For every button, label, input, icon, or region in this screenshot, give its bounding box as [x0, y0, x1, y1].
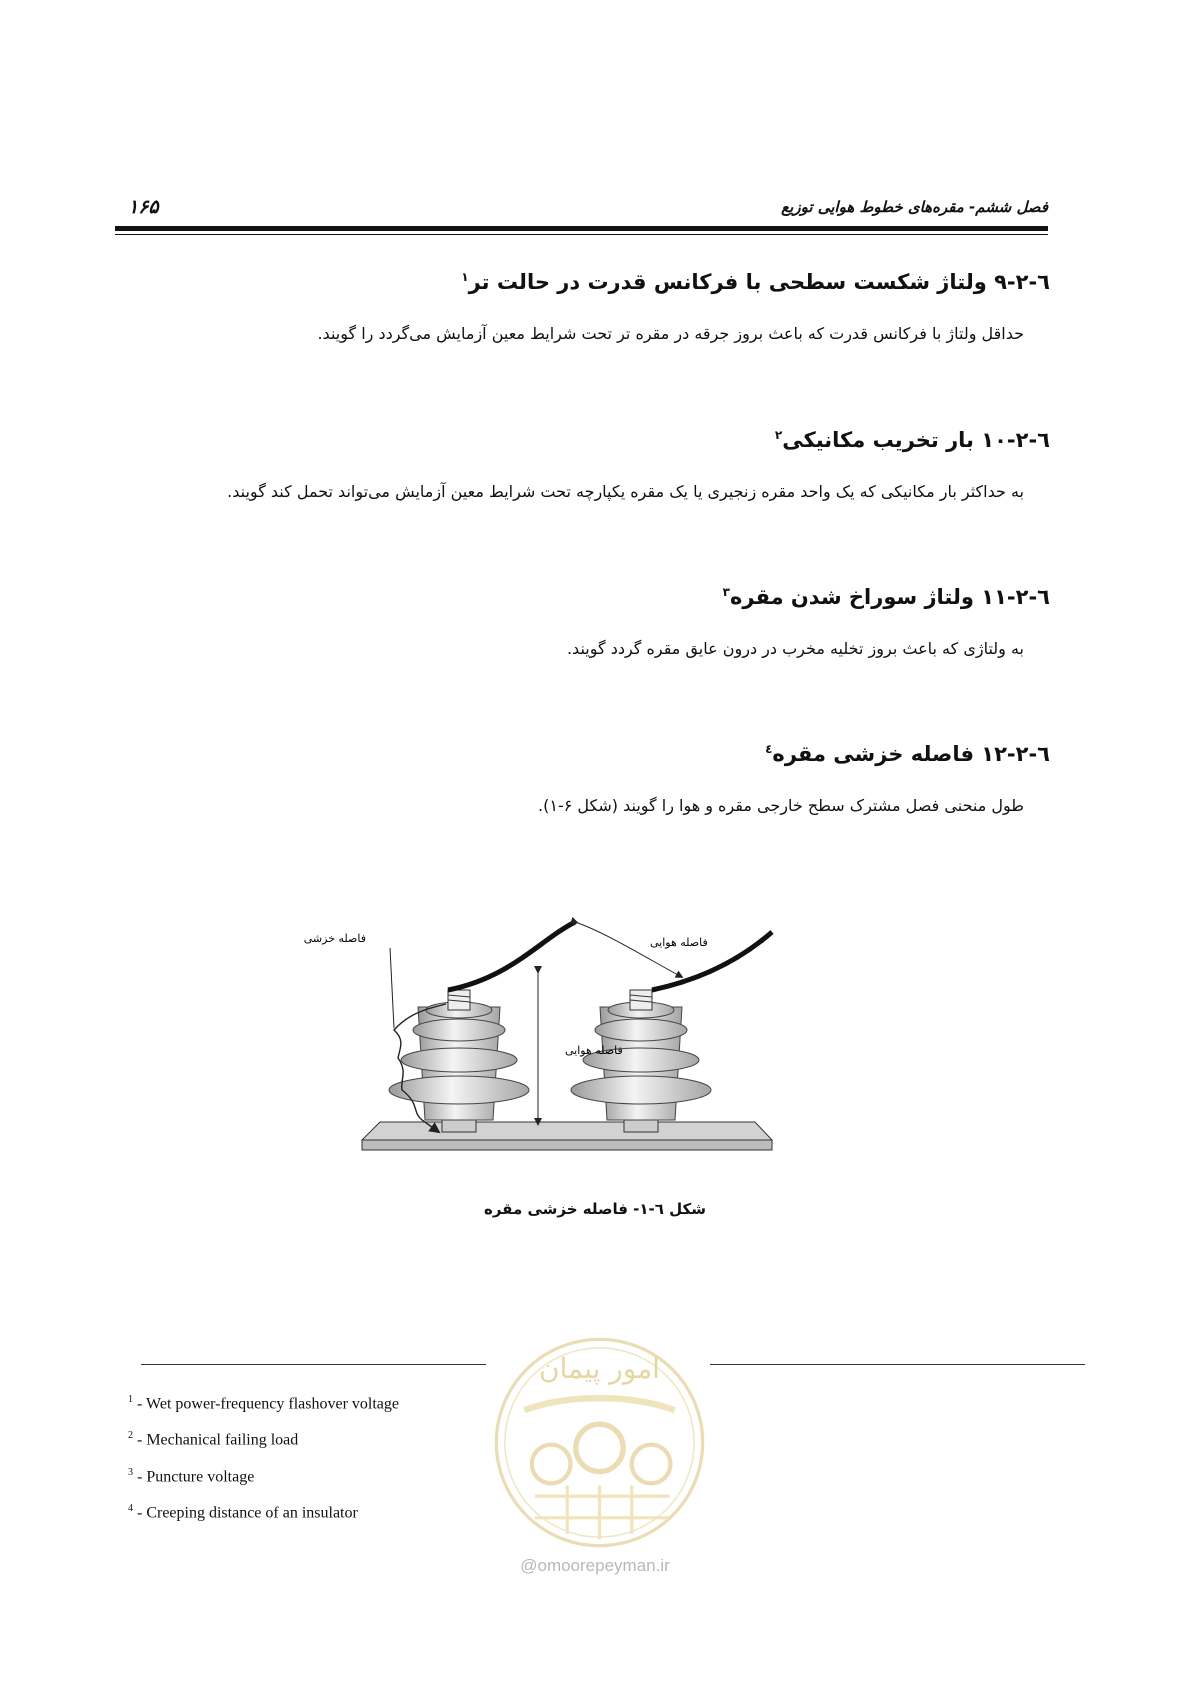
- section-wet-flashover: [317, 270, 1050, 343]
- air-gap-top-arrow: [575, 922, 680, 976]
- page-header: [115, 196, 1048, 220]
- section-creepage-distance: [538, 742, 1050, 815]
- footnote-ref: ١: [461, 270, 469, 284]
- chapter-title: فصل ششم- مقره‌های خطوط هوایی توزیع: [781, 198, 1048, 216]
- label-air-middle: فاصله هوایی: [565, 1044, 623, 1057]
- footnote-rule: [141, 1364, 486, 1365]
- label-creepage: فاصله خزشی: [303, 932, 366, 945]
- footnote-item: $^1$ - Wet power-frequency flashover voltage: [128, 1394, 399, 1413]
- header-rule: [115, 226, 1048, 231]
- footnotes: [128, 1384, 399, 1529]
- watermark-logo: [492, 1335, 707, 1550]
- footnote-rule-right: [710, 1364, 1085, 1365]
- section-mechanical-failing-load: [227, 428, 1050, 501]
- figure-caption: شکل ٦-١- فاصله خزشی مقره: [483, 1200, 707, 1218]
- insulator-right: [571, 990, 711, 1132]
- footnote-item: $^4$ - Creeping distance of an insulator: [128, 1502, 358, 1522]
- base-plate: [362, 1122, 772, 1140]
- section-text: حداقل ولتاژ با فرکانس قدرت که باعث بروز جرقه در مقره تر تحت شرایط معین آزمایش می‌گردد را گویند.: [317, 324, 1024, 343]
- footnote-ref: ٤: [765, 742, 773, 756]
- page-number: ۱۶۵: [128, 196, 159, 218]
- header-rule-thin: [115, 234, 1048, 235]
- watermark-url: @omoorepeyman.ir: [520, 1556, 670, 1575]
- watermark-logo-text: امور پیمان: [539, 1352, 660, 1385]
- section-heading: ٦-٢-١٢ فاصله خزشی مقره$^٤$: [765, 742, 1050, 766]
- section-heading: ٦-٢-١٠ بار تخریب مکانیکی$^٢$: [774, 428, 1050, 452]
- conductor-left: [448, 922, 575, 990]
- insulator-figure: [303, 890, 800, 1180]
- section-text: به حداکثر بار مکانیکی که یک واحد مقره زنجیری یا یک مقره یکپارچه تحت شرایط معین آزمایش می‌تواند تحمل کند گویند.: [227, 482, 1024, 501]
- insulator-left: [389, 990, 529, 1132]
- footnote-item: $^3$ - Puncture voltage: [128, 1466, 255, 1485]
- section-text: به ولتاژی که باعث بروز تخلیه مخرب در درون عایق مقره گردد گویند.: [566, 639, 1024, 658]
- section-heading: ٦-٢-١١ ولتاژ سوراخ شدن مقره$^٣$: [722, 585, 1050, 609]
- footnote-item: $^2$ - Mechanical failing load: [128, 1430, 299, 1449]
- base-plate-edge: [362, 1140, 772, 1150]
- creepage-leader: [390, 948, 394, 1028]
- section-heading: ٦-٢-٩ ولتاژ شکست سطحی با فرکانس قدرت در حالت تر$^١$: [461, 270, 1050, 294]
- section-puncture-voltage: [567, 585, 1050, 658]
- footnote-ref: ٣: [722, 585, 730, 599]
- label-air-top: فاصله هوایی: [650, 936, 708, 949]
- section-text: طول منحنی فصل مشترک سطح خارجی مقره و هوا را گویند (شکل ۶-۱).: [538, 796, 1024, 815]
- footnote-ref: ٢: [774, 428, 783, 442]
